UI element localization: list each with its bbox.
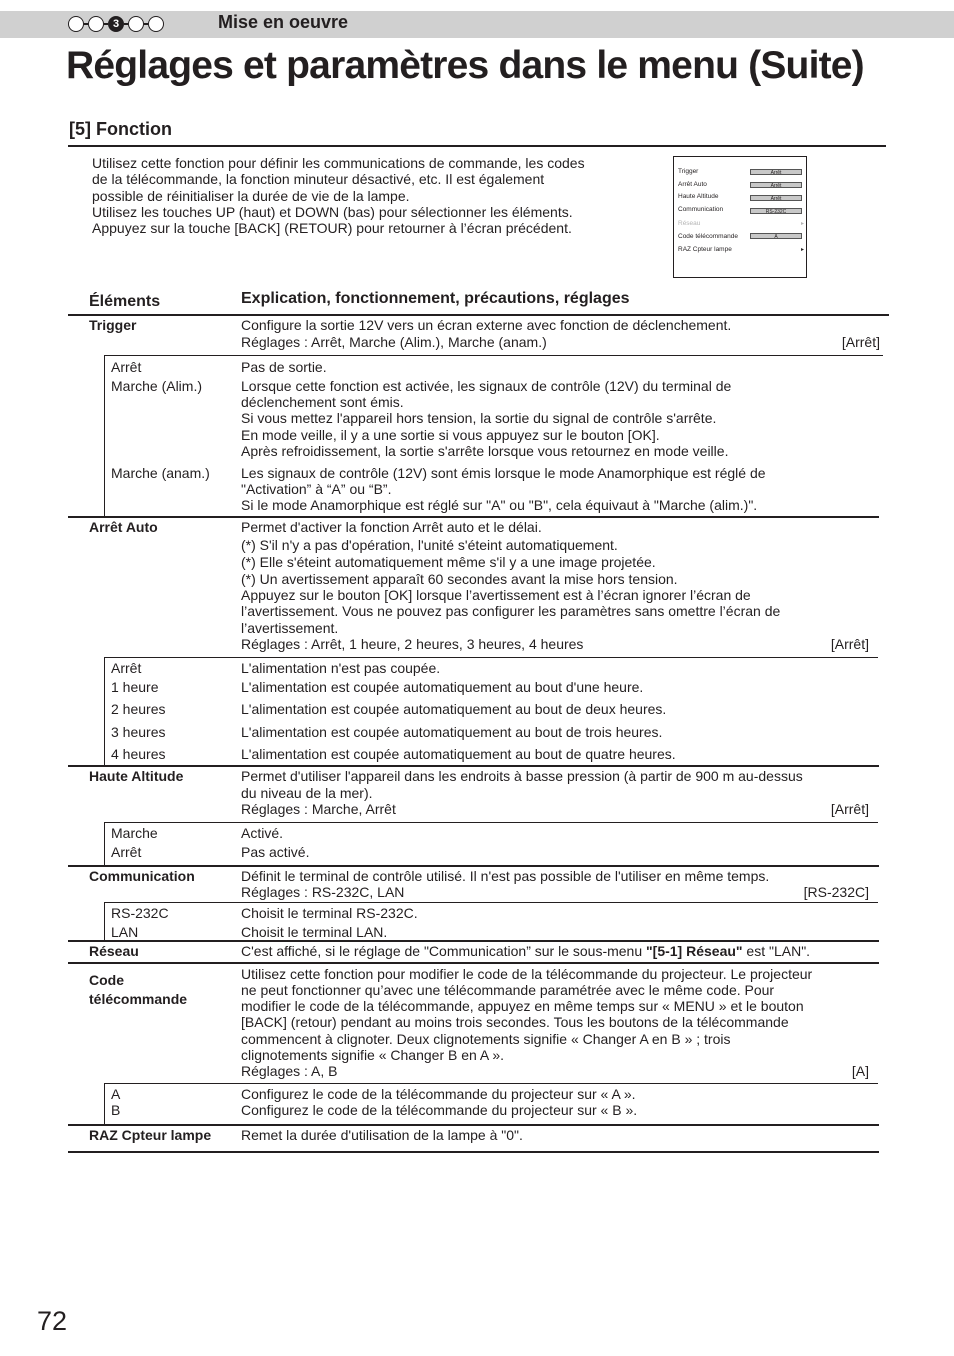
option-description: Après refroidissement, la sortie s'arrête lorsque vous retournez en mode veille. — [241, 443, 729, 459]
option-description: Configurez le code de la télécommande du projecteur sur « A ». — [241, 1086, 636, 1102]
item-description: du niveau de la mer). — [241, 785, 373, 801]
section-divider — [68, 962, 879, 964]
default-value: [A] — [851, 1063, 869, 1079]
item-haute-altitude: Haute Altitude — [89, 768, 184, 784]
menu-item-value: RS-232C — [750, 208, 802, 214]
option-name: 1 heure — [111, 679, 159, 695]
page-number: 72 — [37, 1306, 68, 1336]
table-header-rule — [68, 314, 889, 316]
item-settings: Réglages : RS-232C, LAN — [241, 884, 405, 900]
item-reseau: Réseau — [89, 943, 139, 959]
subsection-rule — [68, 145, 886, 147]
menu-item-label: Réseau — [678, 220, 701, 227]
item-description: Utilisez cette fonction pour modifier le code de la télécommande du projecteur. Le projecteur — [241, 966, 813, 982]
menu-item-label: Haute Altitude — [678, 193, 719, 200]
intro-line: Utilisez cette fonction pour définir les communications de commande, les codes — [92, 155, 585, 171]
option-name: B — [111, 1102, 121, 1118]
intro-paragraph — [92, 155, 652, 236]
item-description: Configure la sortie 12V vers un écran externe avec fonction de déclenchement. — [241, 317, 732, 333]
option-description: Configurez le code de la télécommande du projecteur sur « B ». — [241, 1102, 638, 1118]
option-description: L'alimentation est coupée automatiquement au bout de quatre heures. — [241, 746, 676, 762]
reseau-desc-pre: C'est affiché, si le réglage de "Communication” sur le sous-menu — [241, 943, 647, 959]
option-name: Arrêt — [111, 359, 142, 375]
item-code-telecommande: télécommande — [89, 991, 188, 1007]
item-settings: Réglages : Arrêt, 1 heure, 2 heures, 3 heures, 4 heures — [241, 636, 584, 652]
item-description: (*) Un avertissement apparaît 60 secondes avant la mise hors tension. — [241, 571, 678, 587]
intro-line: de la télécommande, la fonction minuteur désactivé, etc. Il est également — [92, 171, 545, 188]
item-description: clignotements signifie « Changer B en A ». — [241, 1047, 505, 1063]
step-circle-1 — [68, 16, 84, 32]
subsection-title: [5] Fonction — [69, 119, 172, 139]
option-name: RS-232C — [111, 905, 169, 921]
intro-line: Appuyez sur la touche [BACK] (RETOUR) pour retourner à l’écran précédent. — [92, 220, 572, 237]
menu-item-value: A — [750, 233, 802, 239]
item-settings: Réglages : Marche, Arrêt — [241, 801, 396, 817]
row-divider — [104, 822, 878, 823]
menu-screen-illustration — [673, 156, 807, 278]
option-description: Choisit le terminal RS-232C. — [241, 905, 418, 921]
item-arret-auto: Arrêt Auto — [89, 519, 158, 535]
option-description: Lorsque cette fonction est activée, les signaux de contrôle (12V) du terminal de — [241, 378, 732, 394]
item-description: Permet d'utiliser l'appareil dans les endroits à basse pression (à partir de 900 m au-dessus — [241, 768, 803, 784]
item-communication: Communication — [89, 868, 195, 884]
option-name: 3 heures — [111, 724, 166, 740]
section-divider — [68, 1124, 879, 1126]
option-description: L'alimentation est coupée automatiquement au bout de trois heures. — [241, 724, 663, 740]
item-settings: Réglages : Arrêt, Marche (Alim.), Marche (anam.) — [241, 334, 547, 350]
item-description: [BACK] (retour) pendant au moins trois secondes. Tous les boutons de la télécommande — [241, 1014, 789, 1030]
option-description: L'alimentation n'est pas coupée. — [241, 660, 441, 676]
step-circle-3-active: 3 — [108, 16, 124, 32]
item-description: (*) S'il n'y a pas d'opération, l'unité s'éteint automatiquement. — [241, 537, 618, 553]
intro-line: possible de réinitialiser la durée de vie de la lampe. — [92, 187, 410, 204]
item-code-telecommande: Code — [89, 972, 124, 988]
sub-row-bracket — [104, 657, 105, 766]
option-name: 2 heures — [111, 701, 166, 717]
default-value: [Arrêt] — [841, 334, 880, 350]
option-description: "Activation” à “A” ou “B”. — [241, 481, 392, 497]
default-value: [Arrêt] — [830, 636, 869, 652]
section-divider — [68, 516, 879, 518]
reseau-desc-submenu-ref: "[5-1] Réseau" — [646, 943, 743, 959]
option-description: L'alimentation est coupée automatiquement au bout d'une heure. — [241, 679, 644, 695]
option-description: En mode veille, il y a une sortie si vous appuyez sur le bouton [OK]. — [241, 427, 660, 443]
menu-item-label: RAZ Cpteur lampe — [678, 246, 732, 253]
sub-row-bracket — [104, 355, 105, 516]
reseau-desc-post: est "LAN". — [742, 943, 811, 959]
menu-submenu-arrow-icon: ▸ — [801, 247, 805, 253]
menu-item-label: Communication — [678, 206, 724, 213]
item-description: l’avertissement. — [241, 620, 339, 636]
option-name: A — [111, 1086, 121, 1102]
option-name: Arrêt — [111, 844, 142, 860]
row-divider — [104, 902, 878, 903]
menu-item-label: Trigger — [678, 168, 699, 175]
option-description: Si le mode Anamorphique est réglé sur "A" ou "B", cela équivaut à "Marche (alim.)". — [241, 497, 758, 513]
section-divider — [68, 940, 879, 942]
option-description: Pas activé. — [241, 844, 310, 860]
menu-item-value: Arrêt — [750, 195, 802, 201]
item-settings: Réglages : A, B — [241, 1063, 338, 1079]
menu-item-value: Arrêt — [750, 169, 802, 175]
default-value: [RS-232C] — [803, 884, 869, 900]
step-circle-4 — [128, 16, 144, 32]
option-description: déclenchement sont émis. — [241, 394, 404, 410]
menu-submenu-arrow-icon: ▸ — [801, 221, 805, 227]
menu-item-label: Arrêt Auto — [678, 181, 707, 188]
menu-item-label: Code télécommande — [678, 233, 738, 240]
sub-row-bracket — [104, 1083, 105, 1124]
sub-row-bracket — [104, 902, 105, 940]
option-name: LAN — [111, 924, 139, 940]
option-description: Si vous mettez l'appareil hors tension, la sortie du signal de contrôle s'arrête. — [241, 410, 717, 426]
option-description: Choisit le terminal LAN. — [241, 924, 388, 940]
section-label: Mise en oeuvre — [218, 12, 349, 32]
table-bottom-rule — [68, 1151, 879, 1153]
sub-row-bracket — [104, 822, 105, 865]
section-divider — [68, 865, 879, 867]
chapter-step-indicator — [68, 14, 164, 34]
option-name: Marche (anam.) — [111, 465, 210, 481]
item-description: modifier le code de la télécommande, appuyez en même temps sur « MENU » et le bouton — [241, 998, 804, 1014]
item-description: Définit le terminal de contrôle utilisé. Il n'est pas possible de l'utiliser en même temps. — [241, 868, 770, 884]
option-description: Pas de sortie. — [241, 359, 327, 375]
option-description: L'alimentation est coupée automatiquement au bout de deux heures. — [241, 701, 667, 717]
item-description: Permet d'activer la fonction Arrêt auto et le délai. — [241, 519, 542, 535]
option-description: Activé. — [241, 825, 284, 841]
section-divider — [68, 765, 879, 767]
item-description — [241, 943, 810, 959]
row-divider — [104, 1083, 878, 1084]
menu-item-value: Arrêt — [750, 182, 802, 188]
column-header-explanation: Explication, fonctionnement, précautions, réglages — [241, 290, 630, 307]
row-divider — [104, 657, 878, 658]
item-description: (*) Elle s'éteint automatiquement même s'il y a une image projetée. — [241, 554, 656, 570]
step-circle-2 — [88, 16, 104, 32]
intro-line: Utilisez les touches UP (haut) et DOWN (bas) pour sélectionner les éléments. — [92, 203, 573, 220]
item-trigger: Trigger — [89, 317, 137, 333]
row-divider — [104, 355, 883, 356]
option-description: Les signaux de contrôle (12V) sont émis lorsque le mode Anamorphique est réglé de — [241, 465, 766, 481]
item-description: commencent à clignoter. Deux clignotements signifie « Changer A en B » ; trois — [241, 1031, 731, 1047]
step-circle-5 — [148, 16, 164, 32]
item-raz-cpteur-lampe: RAZ Cpteur lampe — [89, 1127, 212, 1143]
default-value: [Arrêt] — [830, 801, 869, 817]
option-name: Arrêt — [111, 660, 142, 676]
column-header-elements: Éléments — [89, 293, 161, 310]
option-name: Marche — [111, 825, 158, 841]
option-name: Marche (Alim.) — [111, 378, 203, 394]
option-name: 4 heures — [111, 746, 166, 762]
item-description: Remet la durée d'utilisation de la lampe à "0". — [241, 1127, 523, 1143]
item-description: ne peut fonctionner qu’avec une télécommande paramétrée avec le même code. Pour — [241, 982, 775, 998]
page-title: Réglages et paramètres dans le menu (Suite) — [66, 44, 864, 87]
item-description: l’avertissement. Vous ne pouvez pas configurer les paramètres sans omettre l’écran de — [241, 603, 781, 619]
item-description: Appuyez sur le bouton [OK] lorsque l’avertissement est à l’écran ignorer l’écran de — [241, 587, 751, 603]
